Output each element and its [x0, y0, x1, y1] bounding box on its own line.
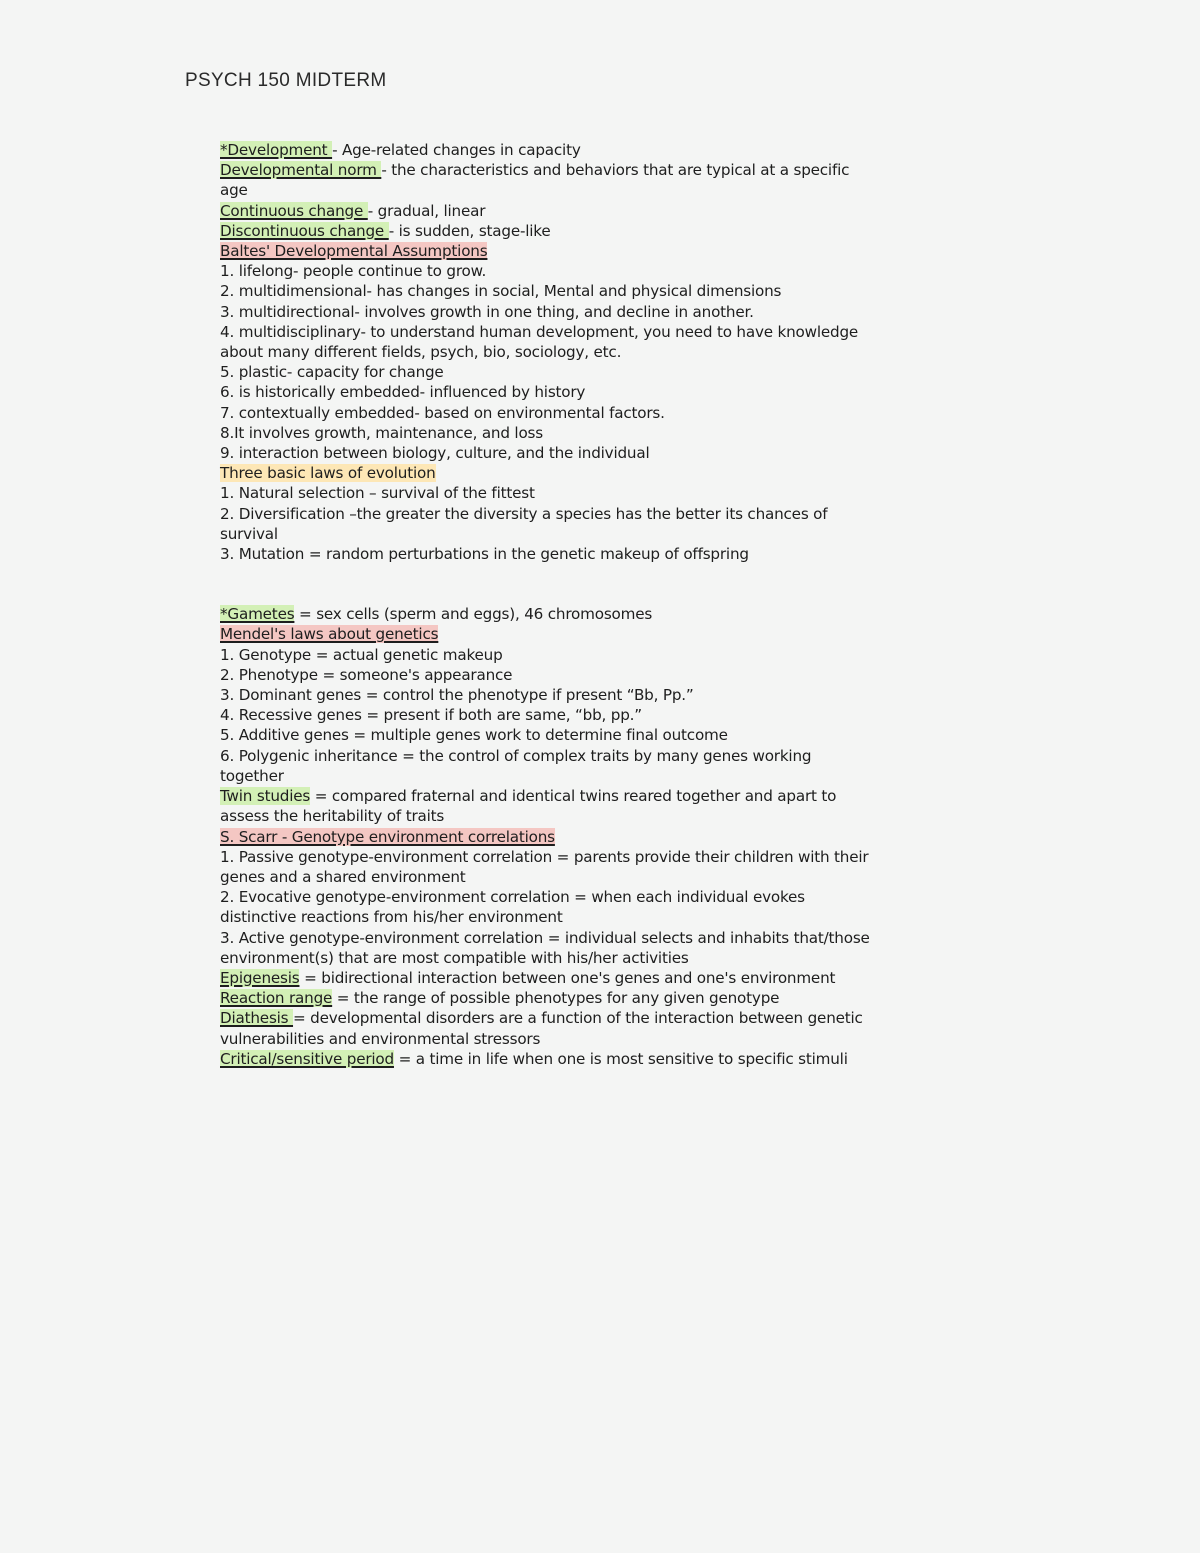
list-item: 4. multidisciplinary- to understand human development, you need to have knowledge about many different fields, psych, bio, sociology, etc.: [220, 322, 859, 362]
list-item: 6. Polygenic inheritance = the control of complex traits by many genes working together: [220, 746, 812, 785]
list-item: 9. interaction between biology, culture, and the individual: [220, 444, 650, 463]
term-reaction-range: Reaction range: [220, 989, 333, 1008]
list-item: 2. Evocative genotype-environment correlation = when each individual evokes distinctive reactions from his/her environment: [220, 888, 805, 927]
document-title: PSYCH 150 MIDTERM: [185, 70, 387, 91]
list-item: 3. Mutation = random perturbations in the genetic makeup of offspring: [220, 545, 749, 564]
term-epigenesis: Epigenesis: [220, 968, 300, 987]
list-item: 4. Recessive genes = present if both are same, “bb, pp.”: [220, 706, 642, 725]
list-item: 3. multidirectional- involves growth in one thing, and decline in another.: [220, 302, 754, 321]
section-gap: [220, 564, 870, 604]
term-discontinuous-change: Discontinuous change: [220, 221, 389, 240]
term-diathesis: Diathesis: [220, 1009, 294, 1028]
mendel-list: [220, 645, 870, 786]
definition-development: *Development - Age-related changes in capacity: [220, 141, 581, 159]
list-item: 3. Dominant genes = control the phenotype if present “Bb, Pp.”: [220, 686, 694, 705]
definition-reaction-range: Reaction range = the range of possible phenotypes for any given genotype: [220, 989, 780, 1008]
term-twin-studies: Twin studies: [220, 787, 311, 806]
list-item: 7. contextually embedded- based on environmental factors.: [220, 403, 665, 422]
list-item: 2. Phenotype = someone's appearance: [220, 665, 513, 684]
mendel-heading: Mendel's laws about genetics: [220, 625, 439, 644]
list-item: 5. plastic- capacity for change: [220, 363, 444, 382]
list-item: 8.It involves growth, maintenance, and loss: [220, 423, 543, 442]
definition-epigenesis: Epigenesis = bidirectional interaction between one's genes and one's environment: [220, 968, 836, 987]
list-item: 2. multidimensional- has changes in social, Mental and physical dimensions: [220, 282, 782, 301]
definition-developmental-norm: Developmental norm - the characteristics and behaviors that are typical at a specific age: [220, 161, 850, 200]
baltes-list: [220, 261, 870, 463]
list-item: 1. Genotype = actual genetic makeup: [220, 645, 503, 664]
list-item: 3. Active genotype-environment correlation = individual selects and inhabits that/those environment(s) that are most compatible with his/her activities: [220, 928, 870, 967]
term-gametes: *Gametes: [220, 605, 295, 624]
definition-twin-studies: Twin studies = compared fraternal and identical twins reared together and apart to assess the heritability of traits: [220, 787, 837, 826]
evolution-heading: Three basic laws of evolution: [220, 464, 436, 483]
definition-critical-period: Critical/sensitive period = a time in life when one is most sensitive to specific stimuli: [220, 1049, 848, 1068]
list-item: 2. Diversification –the greater the diversity a species has the better its chances of survival: [220, 504, 828, 543]
term-continuous-change: Continuous change: [220, 201, 368, 220]
definition-discontinuous-change: Discontinuous change - is sudden, stage-like: [220, 221, 551, 240]
scarr-heading: S. Scarr - Genotype environment correlations: [220, 827, 555, 846]
term-development: *Development: [220, 141, 333, 159]
baltes-heading: Baltes' Developmental Assumptions: [220, 242, 488, 261]
evolution-list: [220, 483, 870, 564]
list-item: 5. Additive genes = multiple genes work to determine final outcome: [220, 726, 728, 745]
definition-gametes: *Gametes = sex cells (sperm and eggs), 46 chromosomes: [220, 605, 653, 624]
scarr-list: [220, 847, 870, 968]
list-item: 6. is historically embedded- influenced by history: [220, 383, 586, 402]
term-critical-period: Critical/sensitive period: [220, 1049, 394, 1068]
term-developmental-norm: Developmental norm: [220, 161, 382, 180]
definition-continuous-change: Continuous change - gradual, linear: [220, 201, 486, 220]
list-item: 1. lifelong- people continue to grow.: [220, 262, 487, 281]
list-item: 1. Passive genotype-environment correlation = parents provide their children with their genes and a shared environment: [220, 847, 869, 886]
definition-diathesis: Diathesis = developmental disorders are a function of the interaction between genetic vulnerabilities and environmental stressors: [220, 1009, 863, 1048]
list-item: 1. Natural selection – survival of the fittest: [220, 484, 535, 503]
notes-body: [220, 140, 870, 1069]
